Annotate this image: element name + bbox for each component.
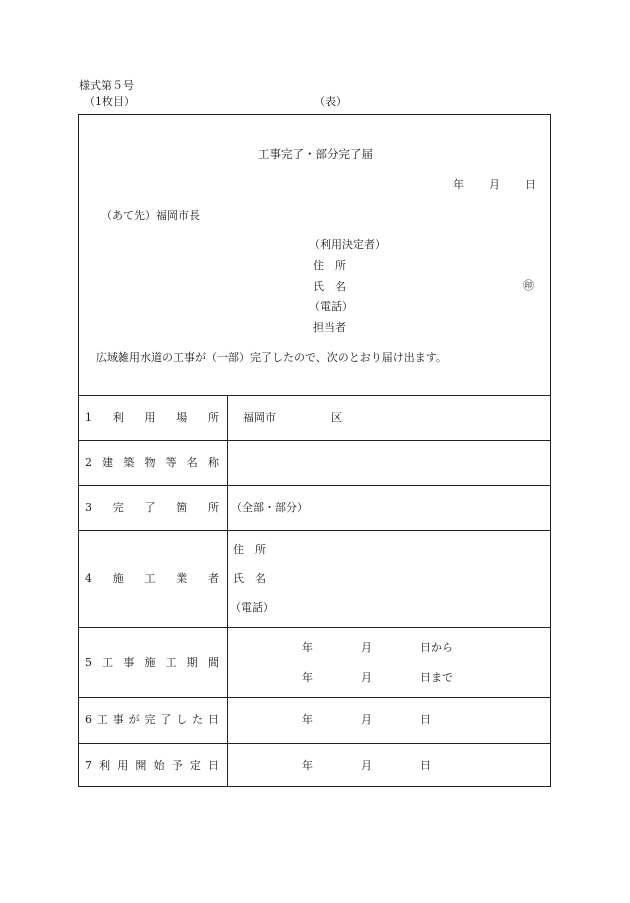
form-number: 様式第５号 bbox=[79, 79, 134, 92]
seal-icon: ㊞ bbox=[523, 279, 534, 292]
contractor-address-label: 住 所 bbox=[233, 543, 266, 556]
date-month: 月 bbox=[489, 178, 500, 191]
form-frame bbox=[78, 114, 551, 787]
completion-scope-field[interactable]: （全部・部分） bbox=[231, 501, 308, 514]
applicant-address-label: 住 所 bbox=[313, 259, 346, 272]
row-label: 3 完 了 箇 所 bbox=[85, 501, 219, 514]
row-label: 6 工 事 が 完 了 し た 日 bbox=[85, 713, 219, 726]
date-day: 日 bbox=[525, 178, 536, 191]
row-label: 4 施 工 業 者 bbox=[85, 572, 219, 585]
date-year: 年 bbox=[453, 178, 464, 191]
addressee: （あて先）福岡市長 bbox=[101, 209, 200, 222]
row-label: 7 利 用 開 始 予 定 日 bbox=[85, 759, 219, 772]
period-start-day: 日から bbox=[420, 641, 453, 654]
row-label: 2 建 築 物 等 名 称 bbox=[85, 456, 219, 469]
period-end-day: 日まで bbox=[420, 671, 453, 684]
applicant-phone-label: （電話） bbox=[309, 300, 353, 313]
start-use-year: 年 bbox=[302, 759, 313, 772]
period-end-year: 年 bbox=[302, 671, 313, 684]
location-field[interactable]: 福岡市 区 bbox=[243, 411, 342, 424]
completion-day: 日 bbox=[420, 713, 431, 726]
row-label: 1 利 用 場 所 bbox=[85, 411, 219, 424]
side-label: （表） bbox=[314, 95, 347, 108]
period-end-month: 月 bbox=[361, 671, 372, 684]
start-use-day: 日 bbox=[420, 759, 431, 772]
period-start-year: 年 bbox=[302, 641, 313, 654]
start-use-month: 月 bbox=[361, 759, 372, 772]
contractor-name-label: 氏 名 bbox=[233, 572, 266, 585]
period-start-month: 月 bbox=[361, 641, 372, 654]
applicant-name-label: 氏 名 bbox=[313, 280, 346, 293]
form-title: 工事完了・部分完了届 bbox=[258, 147, 373, 161]
contractor-phone-label: （電話） bbox=[230, 601, 274, 614]
sheet-label: （1枚目） bbox=[84, 95, 135, 108]
completion-year: 年 bbox=[302, 713, 313, 726]
completion-month: 月 bbox=[361, 713, 372, 726]
applicant-header: （利用決定者） bbox=[309, 238, 386, 251]
row-label: 5 工 事 施 工 期 間 bbox=[85, 656, 219, 669]
statement: 広域雑用水道の工事が（一部）完了したので、次のとおり届け出ます。 bbox=[96, 351, 447, 364]
applicant-person-label: 担当者 bbox=[313, 321, 346, 334]
